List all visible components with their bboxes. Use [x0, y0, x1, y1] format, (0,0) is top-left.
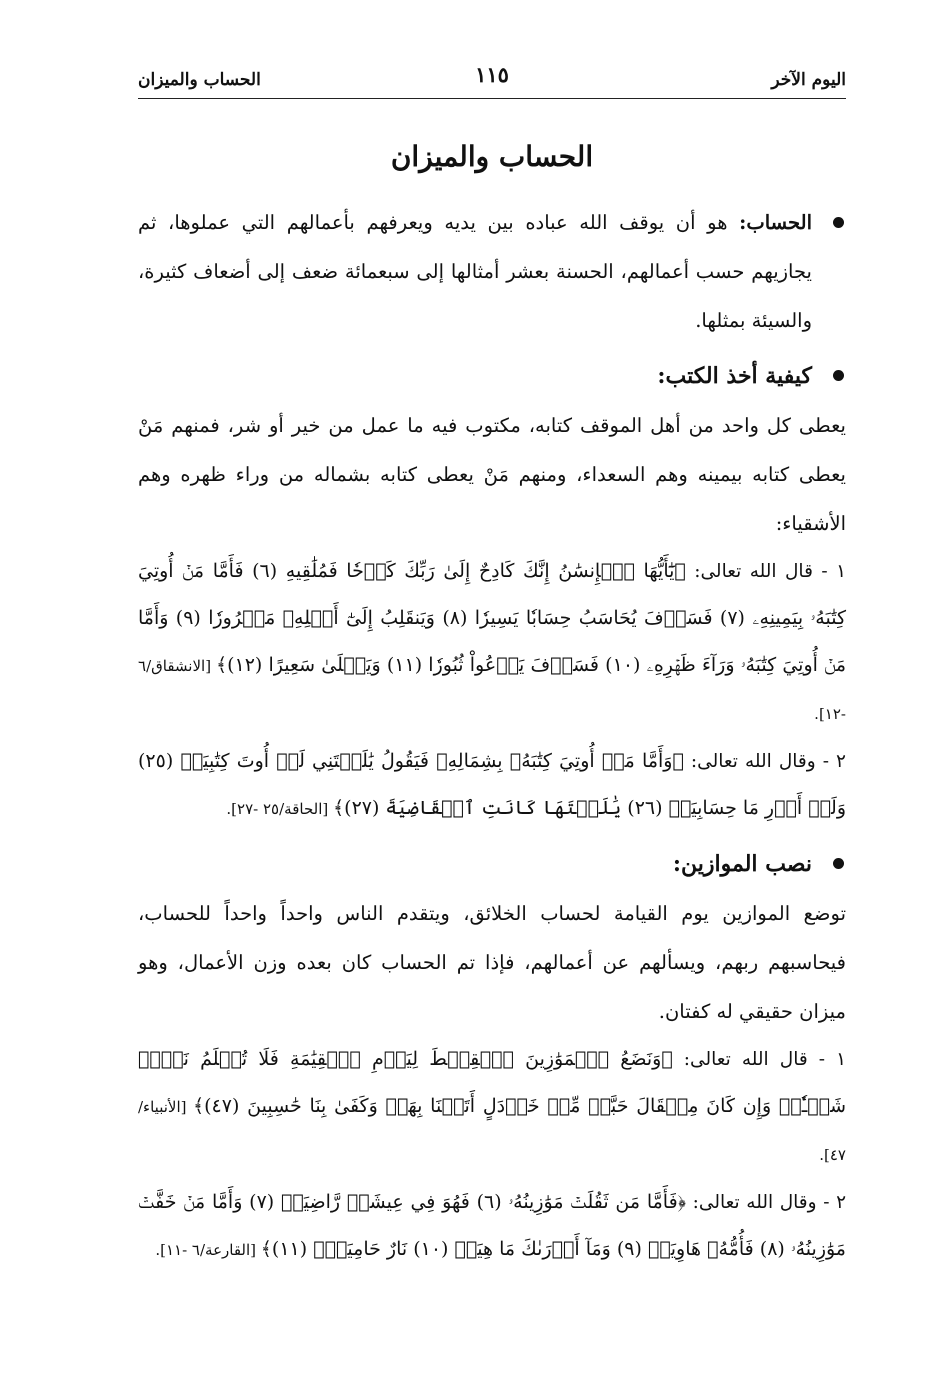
running-header [138, 64, 846, 99]
quran-text: ﴿فَأَمَّا مَن ثَقُلَتۡ مَوَٰزِينُهُۥ (٦) فَهُوَ فِي عِيشَةٖ رَّاضِيَةٖ (٧) وَأَمَّا مَنۡ خَفَّتۡ مَوَٰزِينُهُۥ (٨) فَأُمُّهُۥ هَاوِيَةٞ (٩) وَمَآ أَدۡرَىٰكَ مَا هِيَهۡ (١٠) نَارٌ حَامِيَةُۢ (١١)﴾ [138, 1191, 846, 1260]
page-number: ١١٥ [475, 62, 509, 87]
quran-text: ﴿وَنَضَعُ ٱلۡمَوَٰزِينَ ٱلۡقِسۡطَ لِيَوۡمِ ٱلۡقِيَٰمَةِ فَلَا تُظۡلَمُ نَفۡسٞ شَيۡـٔٗاۖ وَإِن كَانَ مِثۡقَالَ حَبَّةٖ مِّنۡ خَرۡدَلٍ أَتَيۡنَا بِهَاۗ وَكَفَىٰ بِنَا حَٰسِبِينَ (٤٧)﴾ [138, 1048, 846, 1117]
header-chapter-title: الحساب والميزان [138, 70, 261, 90]
verse-intro: وقال الله تعالى: [683, 751, 823, 772]
chapter-title: الحساب والميزان [390, 140, 594, 173]
kutub-heading: كيفية أخذ الكتب: [138, 351, 846, 401]
verse-intro: قال الله تعالى: [685, 561, 822, 582]
mawazin-verse-1 [138, 1036, 846, 1179]
mawazin-heading: نصب الموازين: [138, 839, 846, 889]
verse-reference: [الحاقة/٢٥ -٢٧]. [226, 800, 334, 818]
verse-number: ١ - [818, 1049, 847, 1070]
verse-intro: وقال الله تعالى: [686, 1192, 824, 1213]
header-book-title: اليوم الآخر [771, 70, 846, 90]
verse-intro: قال الله تعالى: [672, 1049, 819, 1070]
verse-reference: [الانشقاق/٦ -١٢]. [138, 657, 846, 723]
verse-number: ٢ - [823, 1192, 846, 1213]
kutub-verse-1 [138, 548, 846, 738]
hisab-text: هو أن يوقف الله عباده بين يديه ويعرفهم بأعمالهم التي عملوها، ثم يجازيهم حسب أعمالهم، الحسنة بعشر أمثالها إلى سبعمائة ضعف إلى أضعاف كثيرة، والسيئة بمثلها. [138, 211, 812, 332]
quran-text: ﴿وَأَمَّا مَنۡ أُوتِيَ كِتَٰبَهُۥ بِشِمَالِهِۦ فَيَقُولُ يَٰلَيۡتَنِي لَمۡ أُوتَ كِتَٰبِيَهۡ (٢٥) وَلَمۡ أَدۡرِ مَا حِسَابِيَهۡ (٢٦) يَٰلَيۡتَهَا كَانَتِ ٱلۡقَاضِيَةَ (٢٧)﴾ [138, 750, 846, 819]
hisab-term: الحساب: [739, 211, 812, 234]
quran-text: ﴿يَٰٓأَيُّهَا ٱلۡإِنسَٰنُ إِنَّكَ كَادِحٌ إِلَىٰ رَبِّكَ كَدۡحٗا فَمُلَٰقِيهِ (٦) فَأَمَّا مَنۡ أُوتِيَ كِتَٰبَهُۥ بِيَمِينِهِۦ (٧) فَسَوۡفَ يُحَاسَبُ حِسَابٗا يَسِيرٗا (٨) وَيَنقَلِبُ إِلَىٰٓ أَهۡلِهِۦ مَسۡرُورٗا (٩) وَأَمَّا مَنۡ أُوتِيَ كِتَٰبَهُۥ وَرَآءَ ظَهۡرِهِۦ (١٠) فَسَوۡفَ يَدۡعُواْ ثُبُورٗا (١١) وَيَصۡلَىٰ سَعِيرًا (١٢)﴾ [138, 560, 847, 676]
mawazin-verse-2 [138, 1179, 846, 1274]
page-content [138, 198, 846, 1274]
verse-reference: [القارعة/٦ -١١]. [155, 1241, 261, 1259]
hisab-definition [138, 198, 846, 345]
verse-number: ١ - [821, 561, 846, 582]
mawazin-text: توضع الموازين يوم القيامة لحساب الخلائق، ويتقدم الناس واحداً واحداً للحساب، فيحاسبهم ربهم، ويسألهم عن أعمالهم، فإذا تم الحساب كان بعده وزن الأعمال، وهو ميزان حقيقي له كفتان. [138, 902, 846, 1023]
kutub-verse-2 [138, 738, 846, 833]
verse-reference: [الأنبياء/٤٧]. [138, 1098, 846, 1164]
verse-number: ٢ - [822, 751, 846, 772]
kutub-text: يعطى كل واحد من أهل الموقف كتابه، مكتوب فيه ما عمل من خير أو شر، فمنهم مَنْ يعطى كتابه بيمينه وهم السعداء، ومنهم مَنْ يعطى كتابه بشماله من وراء ظهره وهم الأشقياء: [138, 414, 846, 535]
